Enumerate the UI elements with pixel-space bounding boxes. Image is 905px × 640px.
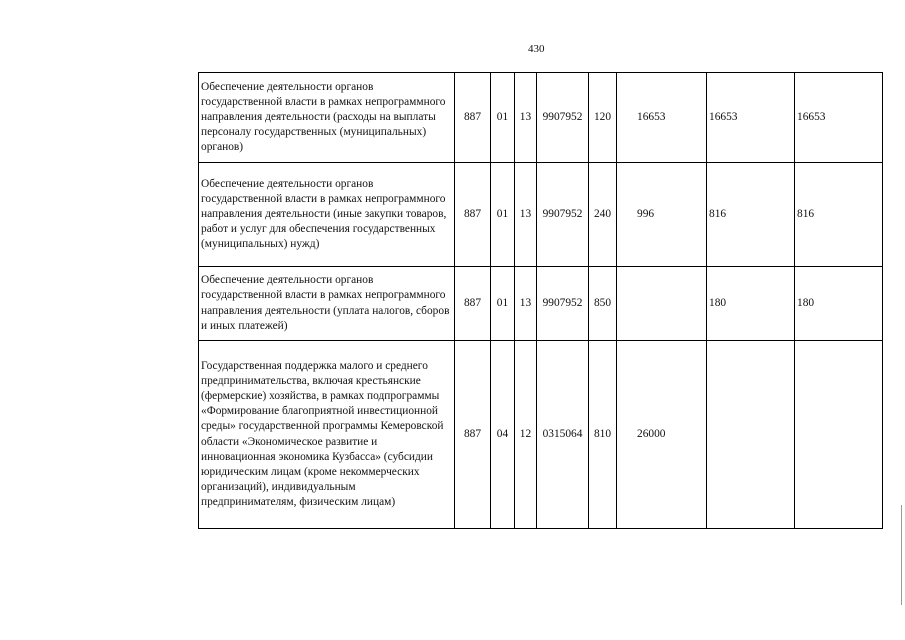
expense-type-code: 240 — [589, 163, 617, 267]
amount-year-3: 816 — [795, 163, 883, 267]
amount-year-3 — [795, 341, 883, 529]
subsection-code: 12 — [515, 341, 537, 529]
section-code: 01 — [491, 267, 515, 341]
ministry-code: 887 — [455, 267, 491, 341]
table-row — [199, 163, 883, 267]
target-article-code: 9907952 — [537, 73, 589, 163]
section-code: 04 — [491, 341, 515, 529]
page-number: 430 — [528, 43, 545, 55]
expense-type-code: 120 — [589, 73, 617, 163]
scan-edge-line — [901, 505, 902, 605]
amount-year-2: 16653 — [707, 73, 795, 163]
table-row — [199, 267, 883, 341]
table-row — [199, 73, 883, 163]
expense-type-code: 850 — [589, 267, 617, 341]
section-code: 01 — [491, 163, 515, 267]
row-description: Обеспечение деятельности органов государственной власти в рамках непрограммного направления деятельности (расходы на выплаты персоналу государственных (муниципальных) органов) — [199, 73, 455, 163]
subsection-code: 13 — [515, 267, 537, 341]
amount-year-1: 26000 — [617, 341, 707, 529]
row-description: Государственная поддержка малого и среднего предпринимательства, включая крестьянские (фермерские) хозяйства, в рамках подпрограммы «Формирование благоприятной инвестиционной среды» государственной программы Кемеровской области «Экономическое развитие и инновационная экономика Кузбасса» (субсидии юридическим лицам (кроме некоммерческих организаций), индивидуальным предпринимателям, физическим лицам) — [199, 341, 455, 529]
ministry-code: 887 — [455, 341, 491, 529]
amount-year-3: 180 — [795, 267, 883, 341]
amount-year-1 — [617, 267, 707, 341]
expense-type-code: 810 — [589, 341, 617, 529]
amount-year-2: 180 — [707, 267, 795, 341]
subsection-code: 13 — [515, 163, 537, 267]
section-code: 01 — [491, 73, 515, 163]
table-row — [199, 341, 883, 529]
budget-table — [198, 72, 883, 529]
amount-year-1: 996 — [617, 163, 707, 267]
row-description: Обеспечение деятельности органов государственной власти в рамках непрограммного направления деятельности (уплата налогов, сборов и иных платежей) — [199, 267, 455, 341]
target-article-code: 9907952 — [537, 267, 589, 341]
target-article-code: 0315064 — [537, 341, 589, 529]
amount-year-2 — [707, 341, 795, 529]
target-article-code: 9907952 — [537, 163, 589, 267]
subsection-code: 13 — [515, 73, 537, 163]
ministry-code: 887 — [455, 73, 491, 163]
amount-year-2: 816 — [707, 163, 795, 267]
ministry-code: 887 — [455, 163, 491, 267]
amount-year-1: 16653 — [617, 73, 707, 163]
row-description: Обеспечение деятельности органов государственной власти в рамках непрограммного направления деятельности (иные закупки товаров, работ и услуг для обеспечения государственных (муниципальных) нужд) — [199, 163, 455, 267]
amount-year-3: 16653 — [795, 73, 883, 163]
